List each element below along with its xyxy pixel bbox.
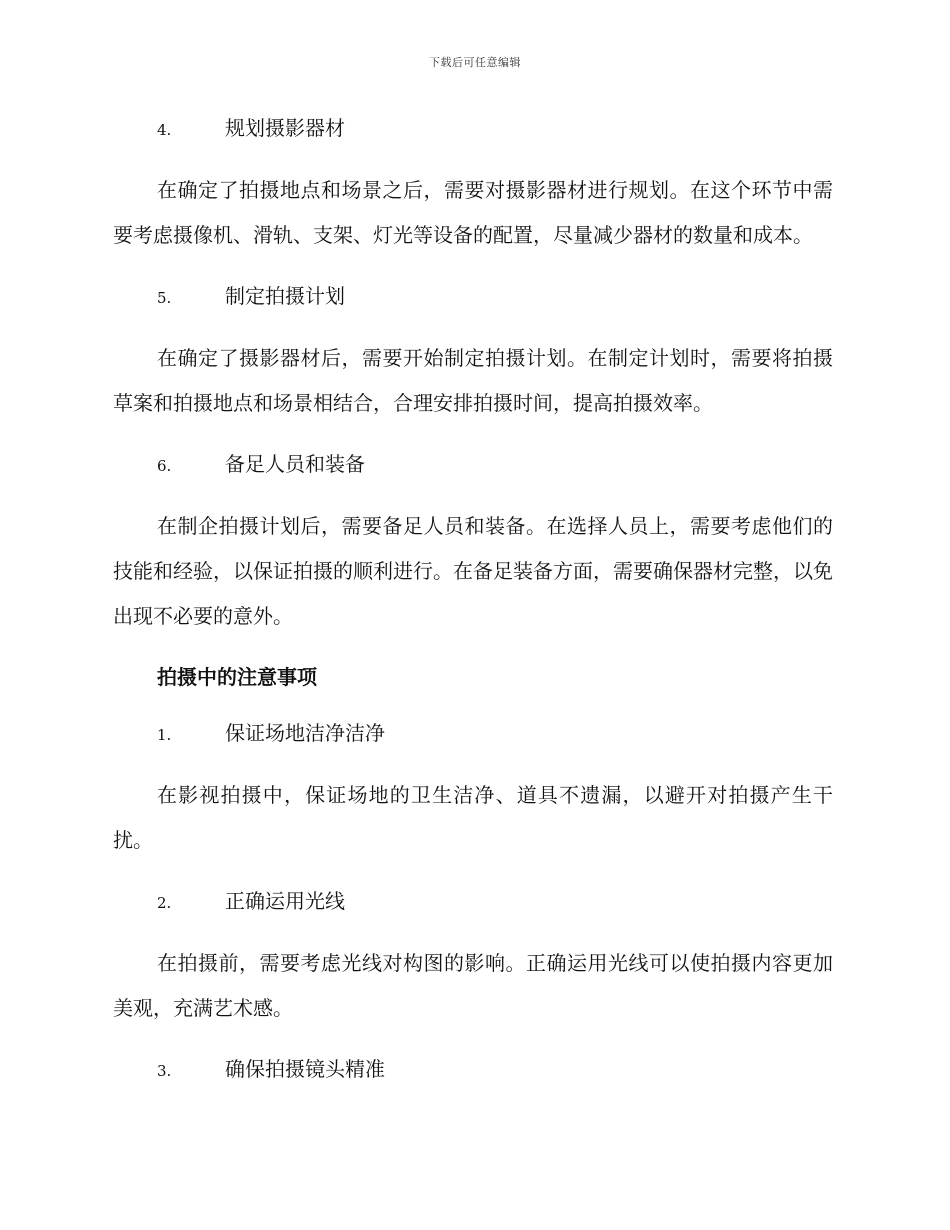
list-item-heading	[157, 112, 833, 146]
list-item-title: 保证场地洁净洁净	[225, 721, 385, 745]
list-item-number: 3.	[157, 1062, 172, 1080]
paragraph: 在确定了摄影器材后，需要开始制定拍摄计划。在制定计划时，需要将拍摄草案和拍摄地点和场景相结合，合理安排拍摄时间，提高拍摄效率。	[113, 346, 833, 415]
list-item-title: 确保拍摄镜头精准	[225, 1057, 385, 1081]
list-item-title: 规划摄影器材	[225, 116, 345, 140]
list-item-title: 正确运用光线	[225, 889, 345, 913]
list-item-number: 4.	[157, 121, 172, 139]
document-body	[113, 112, 833, 1109]
page-header: 下载后可任意编辑	[429, 56, 521, 69]
list-item-title: 备足人员和装备	[225, 452, 365, 476]
list-item-heading	[157, 280, 833, 314]
section-heading: 拍摄中的注意事项	[157, 665, 317, 689]
list-item-heading	[157, 717, 833, 751]
paragraph: 在影视拍摄中，保证场地的卫生洁净、道具不遗漏，以避开对拍摄产生干扰。	[113, 783, 833, 852]
list-item-heading	[157, 885, 833, 919]
list-item-number: 1.	[157, 726, 172, 744]
list-item-number: 2.	[157, 894, 172, 912]
paragraph: 在确定了拍摄地点和场景之后，需要对摄影器材进行规划。在这个环节中需要考虑摄像机、滑轨、支架、灯光等设备的配置，尽量减少器材的数量和成本。	[113, 178, 833, 247]
paragraph: 在制企拍摄计划后，需要备足人员和装备。在选择人员上，需要考虑他们的技能和经验，以保证拍摄的顺利进行。在备足装备方面，需要确保器材完整，以免出现不必要的意外。	[113, 514, 833, 628]
list-item-heading	[157, 448, 833, 482]
paragraph: 在拍摄前，需要考虑光线对构图的影响。正确运用光线可以使拍摄内容更加美观，充满艺术感。	[113, 951, 833, 1020]
list-item-title: 制定拍摄计划	[225, 284, 345, 308]
list-item-heading	[157, 1053, 833, 1087]
list-item-number: 6.	[157, 457, 172, 475]
list-item-number: 5.	[157, 289, 172, 307]
